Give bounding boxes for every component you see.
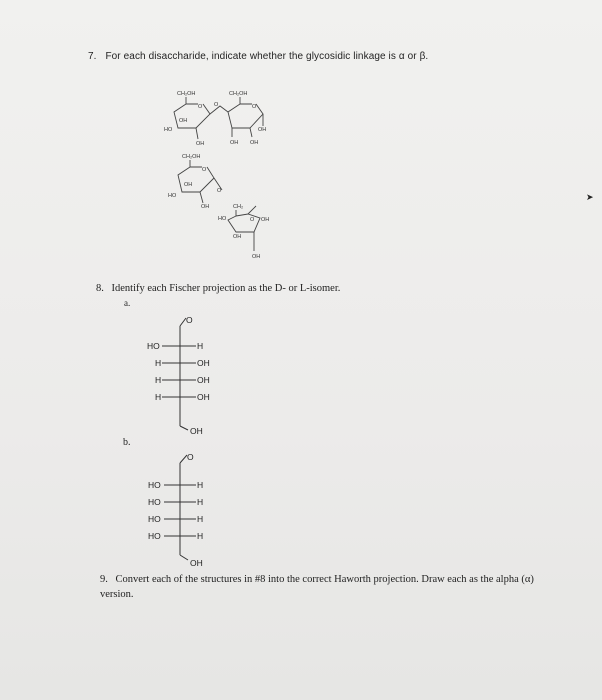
s1-oh-c: OH [258,127,267,133]
question-9 [100,572,540,602]
s2-oh-c: OH [261,217,270,223]
fa-bottom-oh: OH [190,426,203,436]
fa-bottom-bond [180,426,188,430]
question-7-text: For each disaccharide, indicate whether the glycosidic linkage is α or β. [105,51,429,62]
question-7-number: 7. [88,51,97,62]
s2-oh-b: OH [201,204,210,210]
s1-ring2-ch2oh: CH₂OH [229,91,248,97]
s2-ring1-o: O [202,167,207,173]
fa-crossbars [162,346,196,397]
s1-ring1-ch2oh: CH₂OH [177,91,196,97]
fa-r2-left: H [155,358,162,368]
s1-link-o: O [214,102,219,108]
question-9-number: 9. [100,574,108,585]
fb-r2-left: HO [148,497,161,507]
fb-top-o: O [187,452,194,462]
fischer-projection-a [147,315,210,436]
fb-backbone [180,455,187,555]
s1-oh-e: OH [250,140,259,146]
fa-backbone [180,318,186,426]
s1-link [196,106,228,139]
s1-oh-b: OH [196,141,205,147]
question-8-number: 8. [96,283,104,294]
s1-ring1-o: O [198,104,203,110]
s1-ring2-o: O [252,104,257,110]
fb-r1-left: HO [148,480,161,490]
fa-r4-right: OH [197,392,210,402]
s1-ho: HO [164,127,173,133]
s2-oh-e: OH [252,254,261,260]
fa-top-o: O [186,315,193,325]
s2-ho-a: HO [168,193,177,199]
fb-r3-left: HO [148,514,161,524]
question-9-text: Convert each of the structures in #8 into the correct Haworth projection. Draw each as the alpha (α) version. [100,574,534,600]
fb-bottom-bond [180,555,188,560]
fb-r1-right: H [197,480,204,490]
s1-oh-a: OH [179,118,188,124]
fa-r3-right: OH [197,375,210,385]
s2-ring2-ch2: CH₂ [233,204,244,210]
fb-bottom-oh: OH [190,558,203,568]
s1-ring2 [228,97,263,128]
fa-r3-left: H [155,375,162,385]
fischer-a-label: a. [124,298,131,308]
fa-r1-right: H [197,341,204,351]
s2-ring2-o: O [250,217,255,223]
fa-r1-left: HO [147,341,160,351]
s1-oh-d: OH [230,140,239,146]
s2-link-o: O [217,188,222,194]
s2-oh-d: OH [233,234,242,240]
fa-r4-left: H [155,392,162,402]
fischer-projection-b [148,452,203,568]
question-8-text: Identify each Fischer projection as the D- or L-isomer. [111,283,341,294]
s2-ring1-ch2oh: CH₂OH [182,154,201,160]
s2-oh-a: OH [184,182,193,188]
fb-r3-right: H [197,514,204,524]
disaccharide-1 [164,91,266,147]
fb-r4-right: H [197,531,204,541]
disaccharide-2 [168,154,269,260]
s2-ho-b: HO [218,216,227,222]
question-8 [96,283,340,294]
fischer-b-label: b. [123,437,131,448]
fa-r2-right: OH [197,358,210,368]
cursor-arrow-icon: ➤ [586,192,594,202]
s1-ring2-bonds [232,114,263,137]
fb-r4-left: HO [148,531,161,541]
fb-r2-right: H [197,497,204,507]
